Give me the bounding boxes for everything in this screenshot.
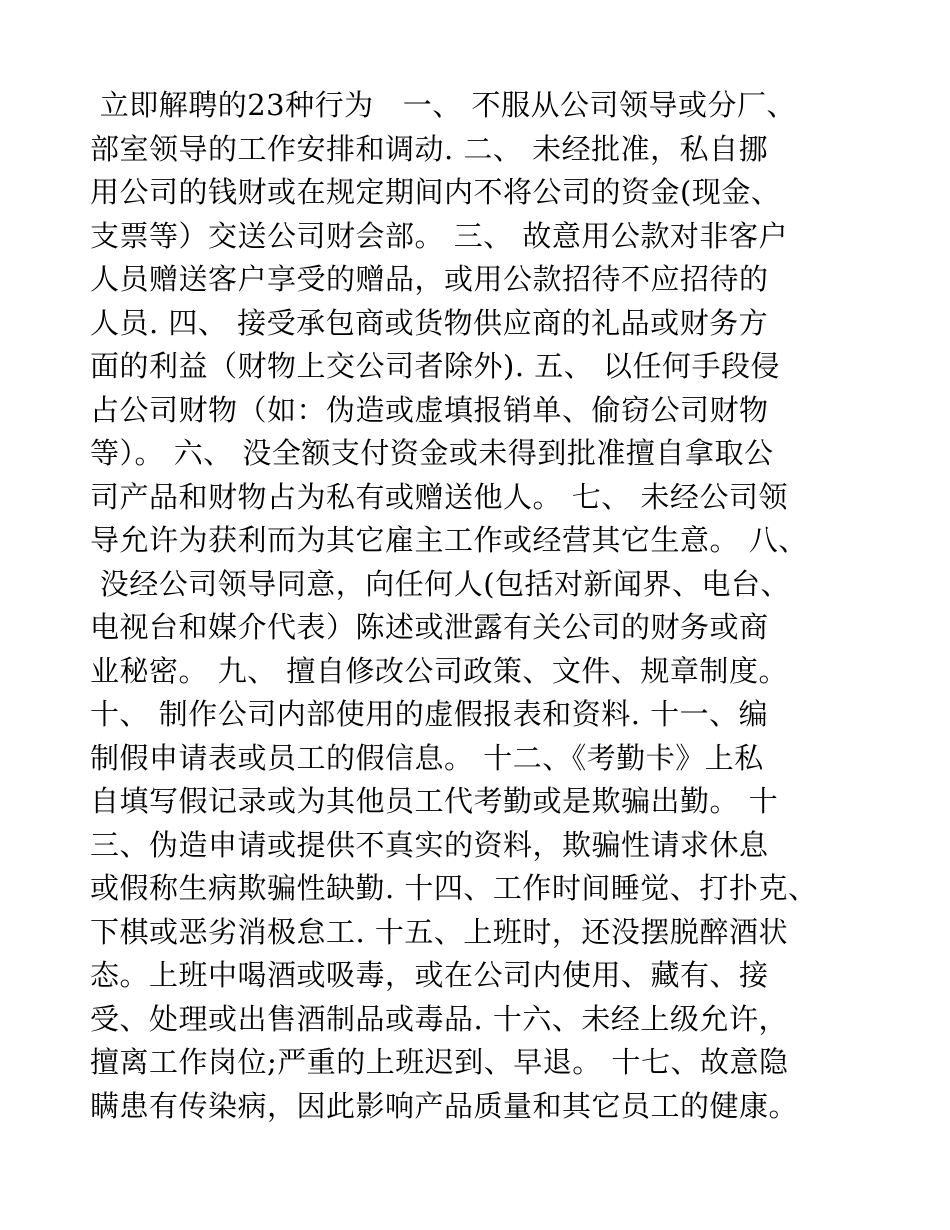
text-line-3: 用公司的钱财或在规定期间内不将公司的资金(现金、: [90, 175, 781, 209]
text-line-14: 业秘密。 九、 擅自修改公司政策、文件、规章制度。: [90, 653, 788, 688]
text-line-13: 电视台和媒介代表）陈述或泄露有关公司的财务或商: [90, 610, 769, 644]
text-line-22: 受、处理或出售酒制品或毒品. 十六、未经上级允许，: [90, 1001, 788, 1036]
text-line-12: 没经公司领导同意，向任何人(包括对新闻界、电台、: [90, 566, 791, 601]
text-line-1: 立即解聘的23种行为 一、 不服从公司领导或分厂、: [90, 88, 796, 122]
text-line-9: 等）。 六、 没全额支付资金或未得到批准擅自拿取公: [90, 436, 774, 470]
text-line-11: 导允许为获利而为其它雇主工作或经营其它生意。 八、: [90, 523, 808, 557]
text-line-20: 下棋或恶劣消极怠工. 十五、上班时，还没摆脱醉酒状: [90, 914, 788, 949]
text-line-23: 擅离工作岗位;严重的上班迟到、早退。 十七、故意隐: [90, 1045, 789, 1079]
text-line-15: 十、 制作公司内部使用的虚假报表和资料. 十一、编: [90, 697, 769, 731]
text-line-4: 支票等）交送公司财会部。 三、 故意用公款对非客户: [90, 218, 788, 253]
text-line-6: 人员. 四、 接受承包商或货物供应商的礼品或财务方: [90, 305, 769, 340]
text-line-5: 人员赠送客户享受的赠品，或用公款招待不应招待的: [90, 262, 769, 296]
text-line-24: 瞒患有传染病，因此影响产品质量和其它员工的健康。: [90, 1088, 799, 1123]
document-body: [90, 84, 880, 1128]
text-line-7: 面的利益（财物上交公司者除外). 五、 以任何手段侵: [90, 349, 780, 383]
text-line-19: 或假称生病欺骗性缺勤. 十四、工作时间睡觉、打扑克、: [90, 871, 818, 905]
text-line-16: 制假申请表或员工的假信息。 十二、《考勤卡》上私: [90, 740, 764, 775]
text-line-21: 态。上班中喝酒或吸毒，或在公司内使用、藏有、接: [90, 958, 769, 992]
text-line-18: 三、伪造申请或提供不真实的资料，欺骗性请求休息: [90, 827, 769, 862]
text-line-10: 司产品和财物占为私有或赠送他人。 七、 未经公司领: [90, 479, 788, 514]
text-line-2: 部室领导的工作安排和调动. 二、 未经批准，私自挪: [90, 131, 769, 166]
text-line-8: 占公司财物（如：伪造或虚填报销单、偷窃公司财物: [90, 392, 769, 427]
text-line-17: 自填写假记录或为其他员工代考勤或是欺骗出勤。 十: [90, 784, 779, 818]
